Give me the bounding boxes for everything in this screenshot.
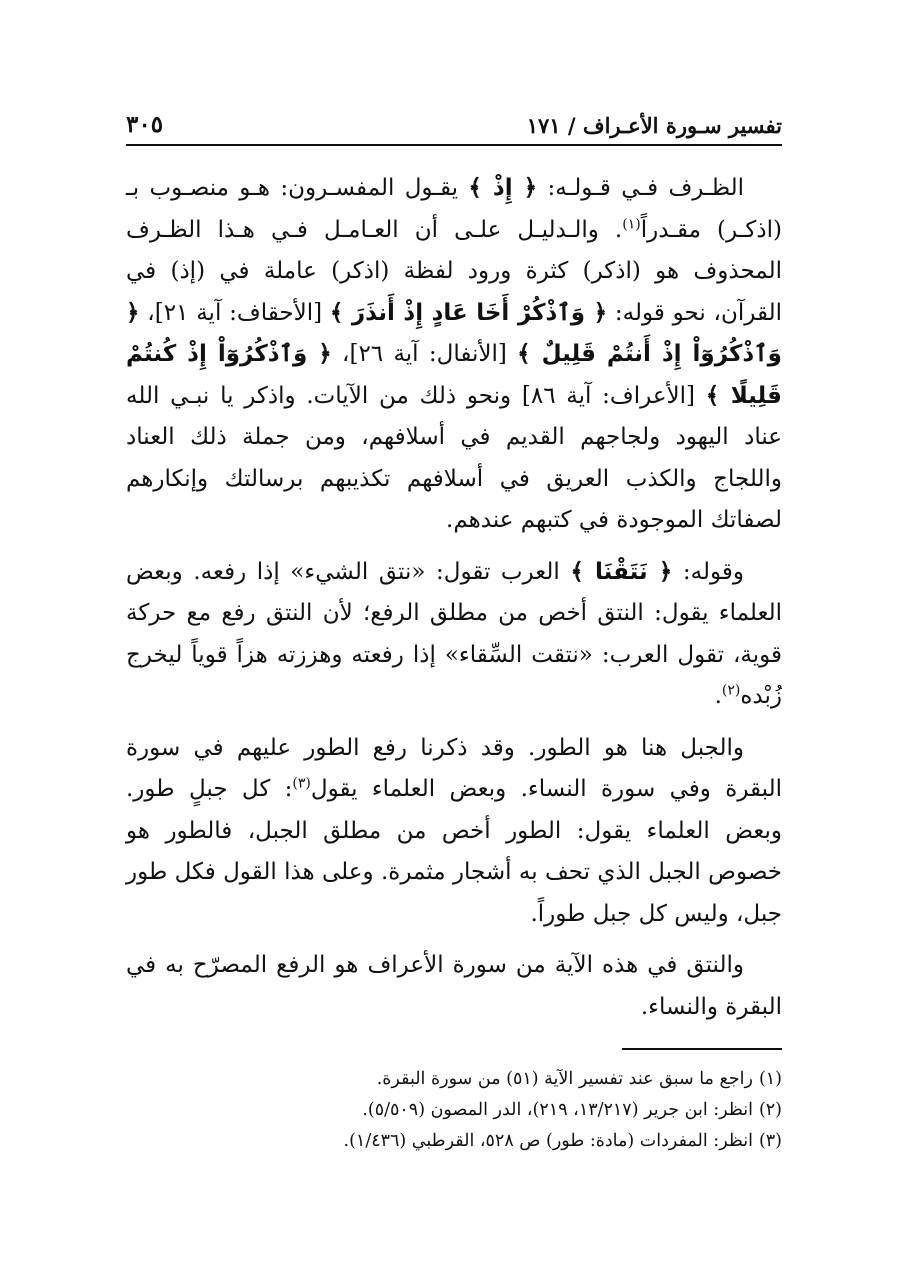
body-text: [126, 168, 782, 1028]
page-header: [126, 100, 782, 146]
paragraph-text: والنتق في هذه الآية من سورة الأعراف هو الرفع المصرّح به في البقرة والنساء.: [126, 952, 782, 1020]
paragraph-text: .: [714, 683, 722, 709]
page-number: ٣٠٥: [126, 111, 164, 138]
running-title: تفسير سـورة الأعـراف / ١٧١: [526, 113, 782, 138]
quran-quote: ﴿ وَٱذْكُرُوٓاْ إِذْ أَنتُمْ قَلِيلٌ ﴾: [126, 299, 782, 367]
paragraph: [126, 168, 782, 542]
footnote-marker: (١): [622, 215, 641, 232]
footnote-number: (٣): [758, 1131, 782, 1151]
paragraph-text: العرب تقول: «نتق الشيء» إذا رفعه. وبعض العلماء يقول: النتق أخص من مطلق الرفع؛ لأن النتق رفع مع حركة قوية، تقول العرب: «نتقت السِّقاء» إذا رفعته وهززته هزاً قوياً ليخرج زُبْده: [126, 558, 782, 709]
paragraph-text: وقوله:: [672, 558, 744, 585]
paragraph-text: يقـول المفسـرون: هـو منصـوب بـ (اذكـر) مقـدراً: [126, 175, 782, 243]
footnote-number: (١): [758, 1069, 782, 1089]
footnotes: [126, 1064, 782, 1157]
paragraph-text: . والـدليـل علـى أن العـامـل فـي هـذا الظـرف المحذوف هو (اذكر) كثرة ورود لفظة (اذكر) عاملة في (إذ) في القرآن، نحو قوله:: [126, 216, 782, 326]
book-page: [126, 100, 782, 1157]
quran-quote: ﴿ نَتَقْنَا ﴾: [570, 558, 673, 585]
footnote: [126, 1095, 782, 1126]
paragraph-text: : كل جبلٍ طور. وبعض العلماء يقول: الطور أخص من مطلق الجبل، فالطور هو خصوص الجبل الذي تحف به أشجار مثمرة. وعلى هذا القول فكل طور جبل، وليس كل جبل طوراً.: [126, 776, 782, 927]
paragraph-text: [الأحقاف: آية ٢١]،: [139, 299, 330, 326]
footnote-number: (٢): [758, 1100, 782, 1120]
paragraph: [126, 945, 782, 1028]
footnote-text: انظر: ابن جرير (١٣/٢١٧، ٢١٩)، الدر المصون (٥/٥٠٩).: [362, 1100, 753, 1120]
footnote-marker: (٢): [721, 682, 741, 699]
footnote-marker: (٣): [292, 775, 311, 792]
paragraph-text: [الأعراف: آية ٨٦] ونحو ذلك من الآيات. واذكر يا نبـي الله عناد اليهود ولجاجهم القديم في أسلافهم، ومن جملة ذلك العناد واللجاج والكذب العريق في أسلافهم تكذيبهم برسالتك وإنكارهم لصفاتك الموجودة في كتبهم عندهم.: [126, 382, 782, 533]
footnote-text: راجع ما سبق عند تفسير الآية (٥١) من سورة البقرة.: [376, 1069, 753, 1089]
paragraph-text: الظـرف فـي قـولـه:: [537, 175, 744, 201]
quran-quote: ﴿ وَٱذْكُرُوٓاْ إِذْ كُنتُمْ قَلِيلًا ﴾: [126, 341, 782, 409]
paragraph-text: والجبل هنا هو الطور. وقد ذكرنا رفع الطور عليهم في سورة البقرة وفي سورة النساء. وبعض العلماء يقول: [126, 734, 782, 802]
quran-quote: ﴿ إِذْ ﴾: [468, 175, 538, 201]
paragraph: [126, 552, 782, 718]
footnote-text: انظر: المفردات (مادة: طور) ص ٥٢٨، القرطبي (١/٤٣٦).: [343, 1131, 753, 1151]
footnote-separator: [622, 1048, 782, 1050]
footnote: [126, 1126, 782, 1157]
quran-quote: ﴿ وَٱذْكُرْ أَخَا عَادٍ إِذْ أَنذَرَ ﴾: [329, 299, 608, 326]
footnote: [126, 1064, 782, 1095]
paragraph: [126, 728, 782, 936]
paragraph-text: [الأنفال: آية ٢٦]،: [331, 341, 518, 367]
